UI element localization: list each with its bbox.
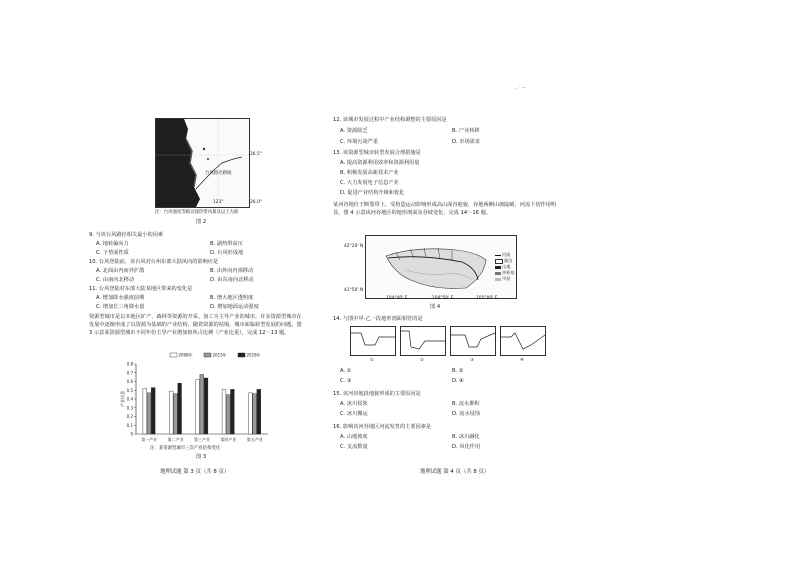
y-tick-label: 0.6: [126, 379, 133, 384]
y-axis-label: 产业比重: [120, 391, 125, 407]
q14-option-a: A. ①: [340, 368, 352, 374]
y-tick-label: 0.3: [126, 405, 133, 411]
legend-label: 平原: [502, 276, 511, 281]
q11-option-a: A. 增加降水强度前期: [96, 295, 145, 301]
q11-option-b: B. 增大地区透明度: [210, 295, 254, 301]
bar: [174, 394, 178, 434]
q12-option-b: B. 产业转移: [452, 128, 480, 134]
q10-option-c: C. 由南向北移动: [96, 277, 135, 283]
profile-3: [450, 326, 496, 356]
profile-label-4: ④: [520, 358, 524, 363]
x-tick-label: 第四产业: [220, 437, 237, 442]
bar: [200, 375, 204, 435]
question-11: 11. 台风登陆对东部大陆某地区带来的变化是: [89, 286, 193, 292]
figure-2-label: 图 2: [196, 219, 207, 225]
map4-legend: [495, 252, 515, 282]
q12-option-d: D. 市场需求: [452, 139, 481, 145]
left-page-footer: 地理试题 第 3 页（共 8 页）: [160, 469, 230, 475]
q15-option-b: B. 流水堆积: [452, 401, 480, 407]
question-15: 15. 该河谷地段地貌形成的主要原因是: [333, 391, 421, 397]
q13-option-c: C. 大力发展电子信息产业: [340, 180, 399, 186]
bar: [249, 393, 253, 434]
q13-option-a: A. 提高资源利用效率和资源利用量: [340, 160, 420, 166]
bar: [196, 380, 200, 434]
right-page-footer: 地理试题 第 4 页（共 8 页）: [420, 469, 490, 475]
map1-place-label: 台风路径路线: [205, 171, 232, 176]
y-tick-label: 0.7: [126, 370, 133, 376]
q15-option-c: C. 冰川搬运: [340, 411, 368, 417]
profile-label-2: ②: [420, 358, 424, 363]
q14-option-d: D. ④: [452, 378, 464, 384]
q16-option-b: B. 冰川融化: [452, 434, 480, 440]
figure-4-label: 图 4: [430, 304, 441, 310]
typhoon-map: [155, 118, 250, 208]
q12-option-c: C. 环境污染严重: [340, 139, 379, 145]
bar: [147, 393, 151, 434]
legend-label: 2008年: [178, 352, 193, 358]
y-tick-label: 0: [130, 431, 133, 437]
legend-swatch: [170, 353, 177, 357]
q14-option-b: B. ②: [452, 368, 464, 374]
q9-option-a: A. 地转偏向力: [96, 241, 129, 247]
q16-option-c: C. 支流数量: [340, 444, 368, 450]
q16-option-d: D. 风化作用: [452, 444, 481, 450]
figure-3-label: 图 3: [196, 454, 207, 460]
legend-label: 2018年: [246, 352, 261, 358]
y-tick-label: 0.4: [126, 396, 133, 402]
legend-label: 湖泊: [504, 258, 513, 263]
map1-lat-label-2: 26.0°: [250, 200, 262, 205]
y-tick-label: 0.2: [126, 414, 133, 419]
profile-1: [350, 326, 396, 356]
legend-swatch: [238, 353, 245, 357]
q14-option-c: C. ③: [340, 378, 352, 384]
q9-option-b: B. 副热带高压: [210, 241, 243, 247]
legend-item: [495, 276, 515, 282]
q10-option-b: B. 由外向内部移动: [210, 268, 254, 274]
typhoon-map-drawing: [156, 119, 249, 207]
y-tick-label: 0.8: [126, 361, 133, 367]
legend-label: 冲积扇: [502, 270, 515, 275]
q13-option-d: D. 促进产业结构升级和优化: [340, 190, 405, 196]
map4-lat-2: 41°50' N: [344, 288, 364, 293]
x-tick-label: 第一产业: [141, 437, 158, 442]
question-13: 13. 该资源型城市转型发展合理措施是: [333, 150, 421, 156]
page-header-mark: … ‘ ~: [514, 85, 526, 90]
bar: [169, 391, 173, 434]
profile-1-drawing: [351, 327, 395, 355]
question-9: 9. 与该台风路径相关最小的因素: [89, 232, 164, 238]
q11-option-d: D. 增加地面运动强度: [210, 304, 259, 310]
bar: [178, 383, 182, 434]
q9-option-d: D. 台风形成地: [210, 250, 244, 256]
bar: [257, 389, 261, 434]
y-tick-label: 0.5: [126, 387, 133, 393]
q10-option-a: A. 北面由内而外扩散: [96, 268, 145, 274]
q11-option-c: C. 增加长三角降水量: [96, 304, 145, 310]
question-10: 10. 台风登陆前，该台风对台州东部大陆风向的影响应是: [89, 259, 219, 265]
bar: [143, 389, 147, 435]
map4-lon-3: 105°00' E: [476, 296, 498, 301]
q15-option-d: D. 流水侵蚀: [452, 411, 481, 417]
profile-label-1: ①: [370, 358, 374, 363]
x-tick-label: 第二产业: [167, 437, 184, 442]
bar: [231, 389, 235, 434]
bar-chart: [118, 350, 278, 450]
profile-3-drawing: [451, 327, 495, 355]
resource-city-passage: 资源型城市是以本地区矿产、森林等资源的开采、加工为主导产业的城市。许多资源型城市在发展中逐渐形成了以资源为基础的产业结构，随着资源的枯竭，城市面临转型发展的问题。图 3 示意某资源型城市不同年份主导产业增加值所占比例（产业比重），完成 12～13 题。: [89, 314, 302, 336]
bar: [151, 388, 155, 434]
q10-option-d: D. 由东南向北移动: [210, 277, 254, 283]
q16-option-a: A. 山地坡度: [340, 434, 368, 440]
profile-2-drawing: [401, 327, 445, 355]
profile-label-3: ③: [470, 358, 474, 363]
map4-lat-1: 42°20' N: [344, 244, 364, 249]
legend-label: 2013年: [212, 352, 227, 358]
question-12: 12. 该城市发展过程中产业结构调整的主要原因是: [333, 117, 447, 123]
q13-option-b: B. 积极发展高新技术产业: [340, 170, 399, 176]
x-tick-label: 第五产业: [246, 437, 263, 442]
map1-lat-label: 26.5°: [250, 152, 262, 157]
profile-4-drawing: [501, 327, 545, 355]
map4-lon-1: 104°40' E: [386, 296, 408, 301]
valley-map-drawing: [366, 236, 516, 298]
x-tick-label: 第三产业: [194, 437, 210, 442]
map4-lon-2: 104°50' E: [432, 296, 454, 301]
question-14: 14. 与图中甲-乙一段地形剖面相符的是: [333, 316, 423, 322]
profile-2: [400, 326, 446, 356]
chart-caption: 注：某资源型城市三次产业结构变化: [150, 446, 221, 451]
profile-4: [500, 326, 546, 356]
bar: [226, 395, 230, 434]
valley-passage: 某河谷地位于断裂带上，受构造运动影响形成高山深谷地貌，谷地两侧山坡陡峭，河流下切作用明显。图 4 示意该河谷地区的地形剖面及谷坡变化，完成 14～16 题。: [333, 202, 557, 216]
q12-option-a: A. 资源匮乏: [340, 128, 368, 134]
legend-label: 河流: [502, 252, 511, 257]
legend-label: 山地: [502, 264, 511, 269]
bar: [253, 394, 257, 434]
map1-lon-label: 123°: [213, 200, 224, 205]
y-tick-label: 0.1: [126, 422, 133, 428]
figure-2-caption: 注：台风强度等级以强热带风暴及以上为准: [155, 210, 239, 215]
bar: [222, 389, 226, 434]
legend-swatch: [204, 353, 211, 357]
bar: [204, 378, 208, 434]
q15-option-a: A. 冰川侵蚀: [340, 401, 368, 407]
question-16: 16. 影响该河谷地区河流发育的主要因素是: [333, 424, 432, 430]
q9-option-c: C. 下垫面性质: [96, 250, 129, 256]
